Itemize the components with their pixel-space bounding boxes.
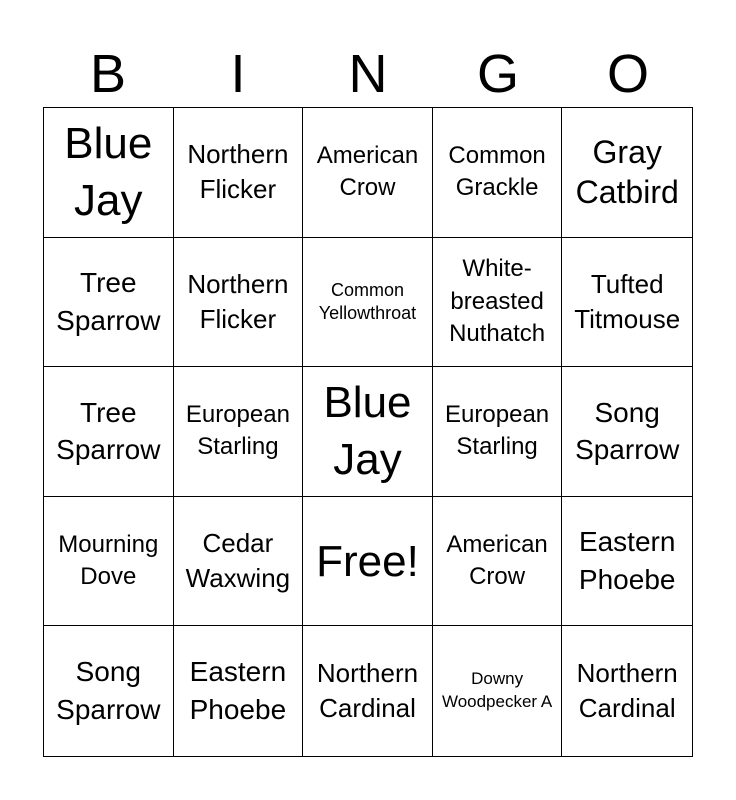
bingo-cell[interactable]	[174, 626, 304, 756]
cell-label: Northern Flicker	[187, 139, 289, 205]
cell-label: European Starling	[445, 401, 550, 461]
bingo-cell[interactable]	[174, 367, 304, 497]
bingo-cell[interactable]	[562, 367, 692, 497]
free-space[interactable]	[303, 497, 433, 627]
bingo-cell[interactable]	[562, 108, 692, 238]
cell-label: American Crow	[316, 141, 419, 202]
bingo-cell[interactable]	[562, 497, 692, 627]
bingo-cell[interactable]	[433, 238, 563, 368]
bingo-cell[interactable]	[44, 367, 174, 497]
bingo-cell[interactable]	[303, 626, 433, 756]
cell-label: Blue Jay	[323, 378, 412, 485]
bingo-cell[interactable]	[44, 108, 174, 238]
cell-label: Tree Sparrow	[56, 267, 161, 336]
cell-label: Northern Cardinal	[316, 658, 419, 724]
cell-label: Tufted Titmouse	[574, 268, 681, 334]
cell-label: Song Sparrow	[575, 396, 680, 466]
bingo-header	[43, 40, 693, 108]
bingo-cell[interactable]	[303, 367, 433, 497]
cell-label: Mourning Dove	[58, 530, 159, 591]
bingo-cell[interactable]	[433, 367, 563, 497]
cell-label: Gray Catbird	[575, 134, 679, 211]
bingo-cell[interactable]	[174, 238, 304, 368]
header-letter-b: B	[89, 44, 127, 104]
header-letter-n: N	[348, 44, 388, 104]
bingo-cell[interactable]	[303, 238, 433, 368]
cell-label: Song Sparrow	[56, 656, 161, 726]
header-letter-o: O	[606, 44, 649, 104]
bingo-cell[interactable]	[174, 497, 304, 627]
bingo-cell[interactable]	[303, 108, 433, 238]
cell-label: Common Yellowthroat	[318, 279, 417, 323]
cell-label: Blue Jay	[64, 119, 153, 226]
header-letter-i: I	[230, 44, 246, 104]
bingo-board	[43, 107, 693, 757]
cell-label: Northern Cardinal	[576, 658, 678, 724]
cell-label: Common Grackle	[448, 141, 546, 202]
cell-label: Tree Sparrow	[56, 396, 161, 466]
header-letter-g: G	[476, 44, 519, 104]
cell-label: Eastern Phoebe	[578, 526, 676, 596]
cell-label: American Crow	[446, 530, 548, 591]
bingo-cell[interactable]	[44, 626, 174, 756]
cell-label: Downy Woodpecker A	[441, 669, 553, 712]
cell-label: Northern Flicker	[187, 268, 289, 334]
bingo-cell[interactable]	[44, 497, 174, 627]
bingo-cell[interactable]	[44, 238, 174, 368]
cell-label: Cedar Waxwing	[185, 528, 291, 594]
cell-label: Free!	[316, 536, 419, 586]
bingo-cell[interactable]	[433, 108, 563, 238]
bingo-cell[interactable]	[433, 497, 563, 627]
bingo-cell[interactable]	[562, 238, 692, 368]
cell-label: Eastern Phoebe	[189, 656, 287, 726]
bingo-cell[interactable]	[562, 626, 692, 756]
cell-label: White-breasted Nuthatch	[449, 255, 546, 348]
bingo-cell[interactable]	[433, 626, 563, 756]
cell-label: European Starling	[185, 401, 290, 461]
bingo-cell[interactable]	[174, 108, 304, 238]
